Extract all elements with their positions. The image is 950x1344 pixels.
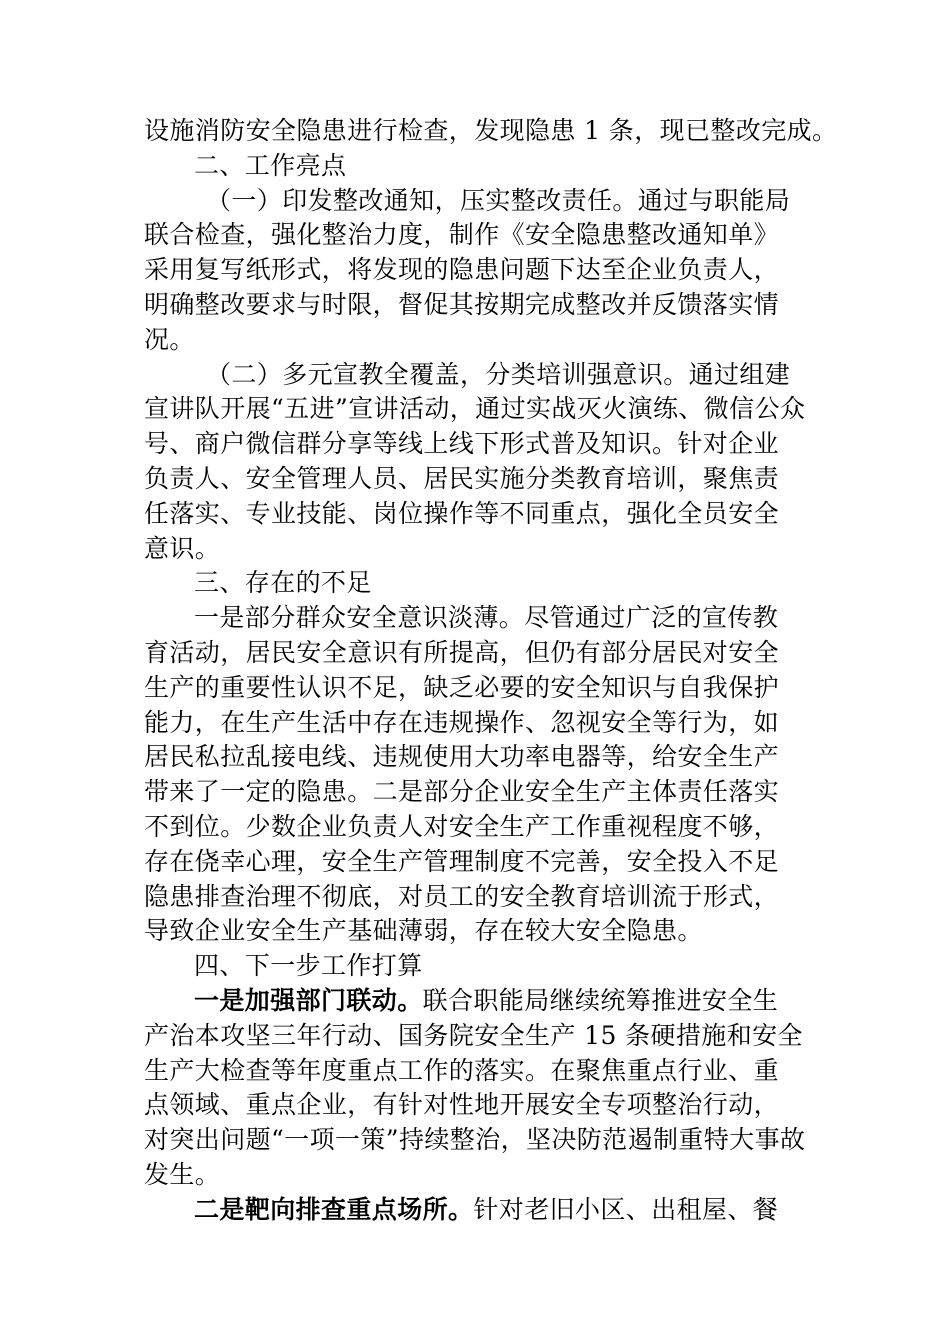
text-line: 不到位。少数企业负责人对安全生产工作重视程度不够， [144,811,780,841]
text-line: 存在侥幸心理，安全生产管理制度不完善，安全投入不足 [144,846,780,876]
text-line: 联合检查，强化整治力度，制作《安全隐患整改通知单》 [144,220,780,250]
bold-lead: 一是加强部门联动。 [194,985,423,1015]
text-line: 任落实、专业技能、岗位操作等不同重点，强化全员安全 [144,498,780,528]
bold-lead: 二是靶向排查重点场所。 [194,1194,474,1224]
text-line: 生产的重要性认识不足，缺乏必要的安全知识与自我保护 [144,672,780,702]
section-heading: 四、下一步工作打算 [194,951,423,981]
text-line: 况。 [144,324,195,354]
text-line: 产治本攻坚三年行动、国务院安全生产 15 条硬措施和安全 [144,1020,803,1050]
text-line: 明确整改要求与时限，督促其按期完成整改并反馈落实情 [144,289,780,319]
text-line: 居民私拉乱接电线、违规使用大功率电器等，给安全生产 [144,742,780,772]
text-line: 宣讲队开展“五进”宣讲活动，通过实战灭火演练、微信公众 [144,394,806,424]
text-line: 育活动，居民安全意识有所提高，但仍有部分居民对安全 [144,637,780,667]
text-line: 一是部分群众安全意识淡薄。尽管通过广泛的宣传教 [194,603,779,633]
text-line: 导致企业安全生产基础薄弱，存在较大安全隐患。 [144,916,703,946]
text-line: 对突出问题“一项一策”持续整治，坚决防范遏制重特大事故 [144,1125,806,1155]
text-line: 意识。 [144,533,221,563]
text-line: 发生。 [144,1159,221,1189]
text-line: 设施消防安全隐患进行检查，发现隐患 1 条，现已整改完成。 [144,116,838,145]
text-line: 号、商户微信群分享等线上线下形式普及知识。针对企业 [144,429,780,459]
subsection-heading-line: （一）印发整改通知，压实整改责任。通过与职能局 [206,185,791,215]
text-run: 针对老旧小区、出租屋、餐 [473,1194,779,1224]
text-line: 负责人、安全管理人员、居民实施分类教育培训，聚焦责 [144,463,780,493]
paragraph-first-line [144,984,812,1019]
subsection-heading-line: （二）多元宣教全覆盖，分类培训强意识。通过组建 [206,359,791,389]
section-heading: 二、工作亮点 [194,150,347,180]
paragraph-first-line [144,1193,812,1228]
text-line: 能力，在生产生活中存在违规操作、忽视安全等行为，如 [144,707,780,737]
text-line: 点领域、重点企业，有针对性地开展安全专项整治行动， [144,1090,780,1120]
document-body [144,114,838,1228]
text-run: 联合职能局继续统筹推进安全生 [422,985,779,1015]
text-line: 带来了一定的隐患。二是部分企业安全生产主体责任落实 [144,777,780,807]
text-line: 隐患排查治理不彻底，对员工的安全教育培训流于形式， [144,881,780,911]
text-line: 生产大检查等年度重点工作的落实。在聚焦重点行业、重 [144,1055,780,1085]
section-heading: 三、存在的不足 [194,568,372,598]
text-line: 采用复写纸形式，将发现的隐患问题下达至企业负责人， [144,255,780,285]
